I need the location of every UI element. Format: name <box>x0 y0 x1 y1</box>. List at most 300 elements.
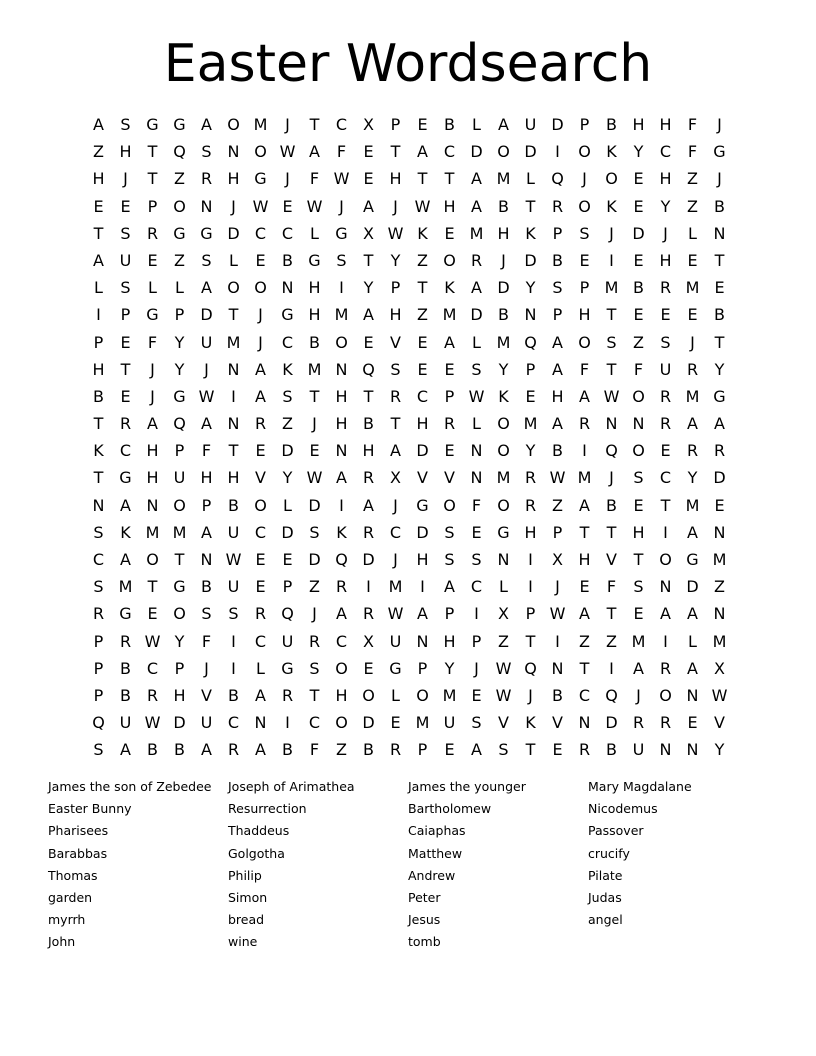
grid-letter: R <box>659 713 672 733</box>
grid-letter: F <box>687 115 698 134</box>
grid-letter: D <box>470 142 483 162</box>
grid-letter: I <box>231 658 236 678</box>
grid-letter: B <box>606 495 617 515</box>
grid-letter: P <box>93 658 104 678</box>
grid-letter: T <box>714 250 725 270</box>
grid-letter: A <box>471 169 482 189</box>
grid-letter: N <box>335 441 348 461</box>
grid-letter: A <box>552 414 563 434</box>
word-list-item: James the son of Zebedee <box>48 779 212 794</box>
grid-letter: F <box>336 142 347 162</box>
grid-letter: U <box>389 631 402 651</box>
grid-letter: N <box>416 631 429 651</box>
grid-letter: U <box>659 359 672 379</box>
grid-letter: S <box>120 115 131 134</box>
grid-letter: I <box>555 142 560 162</box>
grid-letter: D <box>308 495 321 515</box>
grid-letter: O <box>632 386 645 406</box>
grid-letter: W <box>279 142 296 162</box>
grid-row <box>85 138 733 165</box>
grid-letter: A <box>471 196 482 216</box>
grid-letter: T <box>606 604 617 624</box>
grid-letter: T <box>525 631 536 651</box>
grid-letter: J <box>285 115 290 134</box>
word-list-item: James the younger <box>408 779 526 794</box>
grid-letter: M <box>442 685 457 705</box>
grid-letter: D <box>416 441 429 461</box>
grid-letter: U <box>443 713 456 733</box>
grid-letter: B <box>633 278 644 298</box>
grid-letter: T <box>93 468 104 488</box>
grid-letter: N <box>254 713 267 733</box>
grid-letter: P <box>390 115 401 134</box>
grid-row <box>85 628 733 655</box>
grid-letter: I <box>339 278 344 298</box>
grid-letter: Q <box>605 441 618 461</box>
grid-letter: S <box>93 577 104 597</box>
grid-letter: A <box>417 142 428 162</box>
grid-letter: R <box>686 359 699 379</box>
grid-letter: U <box>524 115 537 134</box>
grid-letter: A <box>147 414 158 434</box>
grid-letter: F <box>687 142 698 162</box>
grid-letter: H <box>227 468 240 488</box>
grid-letter: M <box>469 223 484 243</box>
grid-letter: F <box>579 359 590 379</box>
grid-letter: C <box>227 713 240 733</box>
grid-letter: W <box>198 386 215 406</box>
grid-letter: H <box>551 386 564 406</box>
grid-letter: T <box>309 685 320 705</box>
grid-letter: T <box>390 142 401 162</box>
grid-row <box>85 437 733 464</box>
grid-letter: R <box>470 250 483 270</box>
grid-letter: E <box>687 250 698 270</box>
grid-letter: E <box>120 332 131 352</box>
grid-letter: S <box>633 468 644 488</box>
grid-letter: T <box>660 495 671 515</box>
word-list-item: John <box>48 934 76 950</box>
grid-letter: A <box>363 196 374 216</box>
word-list-item: Pharisees <box>48 823 109 839</box>
grid-letter: B <box>93 386 104 406</box>
grid-letter: Z <box>687 169 698 189</box>
grid-letter: E <box>444 740 455 760</box>
grid-letter: A <box>714 414 725 434</box>
grid-row <box>85 655 733 682</box>
grid-letter: P <box>147 196 158 216</box>
grid-letter: C <box>254 631 267 651</box>
grid-letter: Z <box>579 631 590 651</box>
grid-letter: L <box>526 169 535 189</box>
grid-letter: N <box>578 713 591 733</box>
word-list-item: Easter Bunny <box>48 801 132 817</box>
grid-letter: S <box>336 250 347 270</box>
grid-letter: E <box>579 577 590 597</box>
grid-letter: H <box>335 685 348 705</box>
grid-letter: B <box>147 740 158 760</box>
grid-letter: E <box>120 386 131 406</box>
grid-row <box>85 301 733 328</box>
grid-letter: J <box>609 223 614 243</box>
grid-letter: M <box>496 332 511 352</box>
grid-letter: O <box>578 142 591 162</box>
grid-letter: Z <box>498 631 509 651</box>
grid-letter: C <box>119 441 132 461</box>
grid-letter: M <box>415 713 430 733</box>
grid-row <box>85 383 733 410</box>
grid-letter: C <box>578 685 591 705</box>
grid-letter: T <box>606 305 617 325</box>
word-list-item: Jesus <box>408 912 441 928</box>
grid-letter: P <box>552 305 563 325</box>
grid-letter: W <box>468 386 485 406</box>
grid-letter: I <box>231 631 236 651</box>
grid-letter: Y <box>714 359 725 379</box>
grid-letter: E <box>282 196 293 216</box>
grid-letter: R <box>389 740 402 760</box>
grid-letter: C <box>416 386 429 406</box>
grid-letter: Q <box>551 169 564 189</box>
grid-letter: J <box>663 223 668 243</box>
grid-letter: R <box>659 414 672 434</box>
grid-letter: R <box>308 631 321 651</box>
grid-letter: N <box>605 414 618 434</box>
grid-letter: N <box>713 522 726 542</box>
grid-letter: F <box>309 740 320 760</box>
grid-letter: R <box>254 414 267 434</box>
grid-letter: D <box>470 305 483 325</box>
grid-letter: P <box>93 332 104 352</box>
grid-letter: H <box>146 468 159 488</box>
grid-letter: P <box>444 386 455 406</box>
grid-letter: R <box>254 604 267 624</box>
grid-letter: N <box>227 359 240 379</box>
grid-letter: C <box>308 713 321 733</box>
grid-letter: W <box>306 196 323 216</box>
grid-letter: I <box>339 495 344 515</box>
grid-letter: S <box>120 223 131 243</box>
grid-row <box>85 111 733 138</box>
grid-letter: Y <box>363 278 374 298</box>
grid-letter: O <box>443 250 456 270</box>
grid-letter: J <box>690 332 695 352</box>
grid-letter: E <box>363 169 374 189</box>
grid-letter: R <box>659 278 672 298</box>
grid-letter: G <box>146 115 159 134</box>
grid-letter: T <box>363 250 374 270</box>
grid-letter: P <box>390 278 401 298</box>
grid-letter: H <box>119 142 132 162</box>
grid-letter: B <box>309 332 320 352</box>
grid-letter: A <box>471 278 482 298</box>
grid-letter: B <box>120 685 131 705</box>
grid-letter: J <box>528 685 533 705</box>
grid-letter: B <box>552 685 563 705</box>
grid-letter: S <box>579 223 590 243</box>
grid-letter: D <box>632 223 645 243</box>
grid-letter: J <box>582 169 587 189</box>
grid-letter: T <box>714 332 725 352</box>
grid-letter: B <box>714 305 725 325</box>
grid-letter: C <box>281 223 294 243</box>
grid-letter: E <box>147 250 158 270</box>
grid-letter: N <box>200 550 213 569</box>
grid-letter: X <box>363 631 374 651</box>
grid-letter: H <box>416 550 429 569</box>
grid-letter: J <box>150 386 155 406</box>
grid-letter: C <box>92 550 105 569</box>
grid-letter: L <box>229 250 238 270</box>
grid-letter: P <box>525 604 536 624</box>
grid-letter: T <box>120 359 131 379</box>
grid-letter: T <box>525 740 536 760</box>
grid-letter: H <box>335 386 348 406</box>
grid-letter: S <box>552 278 563 298</box>
grid-letter: I <box>528 577 533 597</box>
grid-letter: E <box>93 196 104 216</box>
grid-letter: M <box>388 577 403 597</box>
grid-letter: A <box>363 305 374 325</box>
grid-letter: E <box>471 685 482 705</box>
grid-letter: M <box>604 278 619 298</box>
grid-letter: J <box>717 169 722 189</box>
grid-letter: J <box>393 550 398 569</box>
word-list-item: Judas <box>588 889 622 905</box>
grid-letter: S <box>606 332 617 352</box>
grid-letter: K <box>282 359 293 379</box>
grid-letter: V <box>201 685 212 705</box>
grid-letter: O <box>497 414 510 434</box>
grid-letter: U <box>119 713 132 733</box>
grid-row <box>85 464 733 491</box>
grid-letter: Q <box>605 685 618 705</box>
grid-letter: A <box>255 386 266 406</box>
grid-letter: O <box>578 332 591 352</box>
word-list-item: Caiaphas <box>408 823 466 839</box>
grid-letter: J <box>555 577 560 597</box>
grid-letter: L <box>391 685 400 705</box>
grid-letter: N <box>497 550 510 569</box>
grid-letter: R <box>659 658 672 678</box>
page-title: Easter Wordsearch <box>163 34 653 94</box>
grid-letter: M <box>712 631 727 651</box>
grid-letter: T <box>606 359 617 379</box>
grid-letter: L <box>688 631 697 651</box>
grid-letter: P <box>201 495 212 515</box>
grid-letter: P <box>93 685 104 705</box>
grid-letter: B <box>120 658 131 678</box>
grid-letter: U <box>119 250 132 270</box>
grid-letter: O <box>227 115 240 134</box>
grid-letter: G <box>173 386 186 406</box>
grid-letter: E <box>633 196 644 216</box>
grid-letter: N <box>335 359 348 379</box>
grid-letter: L <box>472 414 481 434</box>
grid-letter: O <box>497 142 510 162</box>
grid-letter: I <box>609 658 614 678</box>
grid-letter: M <box>145 522 160 542</box>
grid-letter: Y <box>390 250 401 270</box>
grid-letter: C <box>254 223 267 243</box>
grid-letter: E <box>444 223 455 243</box>
grid-letter: L <box>283 495 292 515</box>
grid-letter: D <box>416 522 429 542</box>
grid-row <box>85 546 733 573</box>
grid-letter: F <box>201 631 212 651</box>
grid-letter: P <box>552 223 563 243</box>
grid-letter: Z <box>309 577 320 597</box>
grid-letter: Y <box>660 196 671 216</box>
grid-letter: R <box>227 740 240 760</box>
grid-letter: B <box>606 115 617 134</box>
grid-letter: C <box>659 468 672 488</box>
grid-letter: H <box>173 685 186 705</box>
grid-letter: N <box>200 196 213 216</box>
grid-letter: X <box>498 604 509 624</box>
grid-letter: T <box>606 522 617 542</box>
grid-letter: E <box>147 604 158 624</box>
grid-letter: C <box>254 522 267 542</box>
grid-letter: E <box>633 305 644 325</box>
word-list-item: Thaddeus <box>228 823 290 839</box>
grid-letter: E <box>687 305 698 325</box>
grid-letter: I <box>420 577 425 597</box>
grid-letter: I <box>582 441 587 461</box>
grid-letter: J <box>393 196 398 216</box>
grid-letter: Y <box>174 359 185 379</box>
grid-letter: L <box>175 278 184 298</box>
grid-letter: B <box>714 196 725 216</box>
grid-letter: N <box>227 142 240 162</box>
grid-letter: A <box>444 577 455 597</box>
grid-letter: E <box>390 713 401 733</box>
grid-letter: B <box>444 115 455 134</box>
word-list-item: crucify <box>588 845 630 861</box>
grid-row <box>85 220 733 247</box>
grid-letter: G <box>713 142 726 162</box>
grid-letter: G <box>416 495 429 515</box>
word-list-item: tomb <box>408 934 441 950</box>
grid-letter: A <box>687 414 698 434</box>
grid-letter: R <box>578 740 591 760</box>
grid-letter: E <box>363 332 374 352</box>
grid-letter: G <box>119 468 132 488</box>
grid-letter: A <box>687 658 698 678</box>
grid-letter: S <box>471 359 482 379</box>
grid-letter: N <box>713 223 726 243</box>
grid-row <box>85 573 733 600</box>
word-list-item: myrrh <box>48 912 86 928</box>
grid-letter: A <box>336 604 347 624</box>
grid-letter: A <box>255 685 266 705</box>
word-list-item: Golgotha <box>228 845 285 861</box>
grid-letter: P <box>444 604 455 624</box>
grid-row <box>85 165 733 192</box>
grid-letter: H <box>578 550 591 569</box>
grid-letter: J <box>717 115 722 134</box>
grid-letter: X <box>714 658 725 678</box>
grid-letter: B <box>498 196 509 216</box>
grid-letter: R <box>362 604 375 624</box>
grid-letter: E <box>633 169 644 189</box>
word-list-item: Passover <box>588 823 644 839</box>
grid-letter: E <box>687 713 698 733</box>
grid-letter: H <box>146 441 159 461</box>
grid-row <box>85 736 733 763</box>
grid-letter: U <box>281 631 294 651</box>
grid-letter: B <box>498 305 509 325</box>
grid-letter: T <box>633 550 644 569</box>
word-list-item: Resurrection <box>228 801 307 817</box>
grid-letter: A <box>201 740 212 760</box>
grid-letter: Q <box>173 142 186 162</box>
grid-letter: O <box>173 604 186 624</box>
grid-letter: P <box>120 305 131 325</box>
grid-letter: Y <box>714 740 725 760</box>
grid-letter: F <box>147 332 158 352</box>
grid-letter: H <box>443 196 456 216</box>
grid-row <box>85 356 733 383</box>
grid-letter: H <box>497 223 510 243</box>
grid-letter: T <box>93 223 104 243</box>
grid-letter: W <box>549 604 566 624</box>
grid-letter: A <box>444 332 455 352</box>
grid-letter: E <box>444 441 455 461</box>
grid-letter: G <box>686 550 699 569</box>
grid-letter: A <box>390 441 401 461</box>
grid-letter: R <box>281 685 294 705</box>
grid-letter: R <box>713 441 726 461</box>
grid-letter: X <box>363 115 374 134</box>
grid-letter: E <box>714 495 725 515</box>
grid-letter: N <box>686 740 699 760</box>
grid-letter: H <box>659 169 672 189</box>
grid-letter: C <box>335 631 348 651</box>
grid-letter: I <box>96 305 101 325</box>
grid-letter: A <box>120 550 131 569</box>
grid-letter: Y <box>174 332 185 352</box>
grid-letter: F <box>633 359 644 379</box>
grid-row <box>85 682 733 709</box>
grid-letter: A <box>633 658 644 678</box>
grid-letter: R <box>632 713 645 733</box>
grid-letter: X <box>390 468 401 488</box>
grid-letter: M <box>172 522 187 542</box>
grid-letter: A <box>660 604 671 624</box>
word-list-item: Thomas <box>48 867 98 883</box>
grid-letter: Y <box>687 468 698 488</box>
grid-letter: D <box>362 550 375 569</box>
grid-row <box>85 274 733 301</box>
grid-letter: S <box>228 604 239 624</box>
grid-letter: E <box>417 332 428 352</box>
grid-letter: G <box>119 604 132 624</box>
grid-letter: S <box>471 713 482 733</box>
grid-letter: S <box>444 550 455 569</box>
grid-letter: W <box>225 550 242 569</box>
grid-letter: Z <box>687 196 698 216</box>
grid-letter: N <box>92 495 105 515</box>
grid-letter: R <box>578 414 591 434</box>
grid-letter: E <box>120 196 131 216</box>
grid-letter: O <box>254 142 267 162</box>
grid-letter: A <box>120 740 131 760</box>
word-list-item: Barabbas <box>48 845 108 861</box>
grid-letter: T <box>390 414 401 434</box>
grid-letter: P <box>579 115 590 134</box>
grid-letter: Y <box>282 468 293 488</box>
